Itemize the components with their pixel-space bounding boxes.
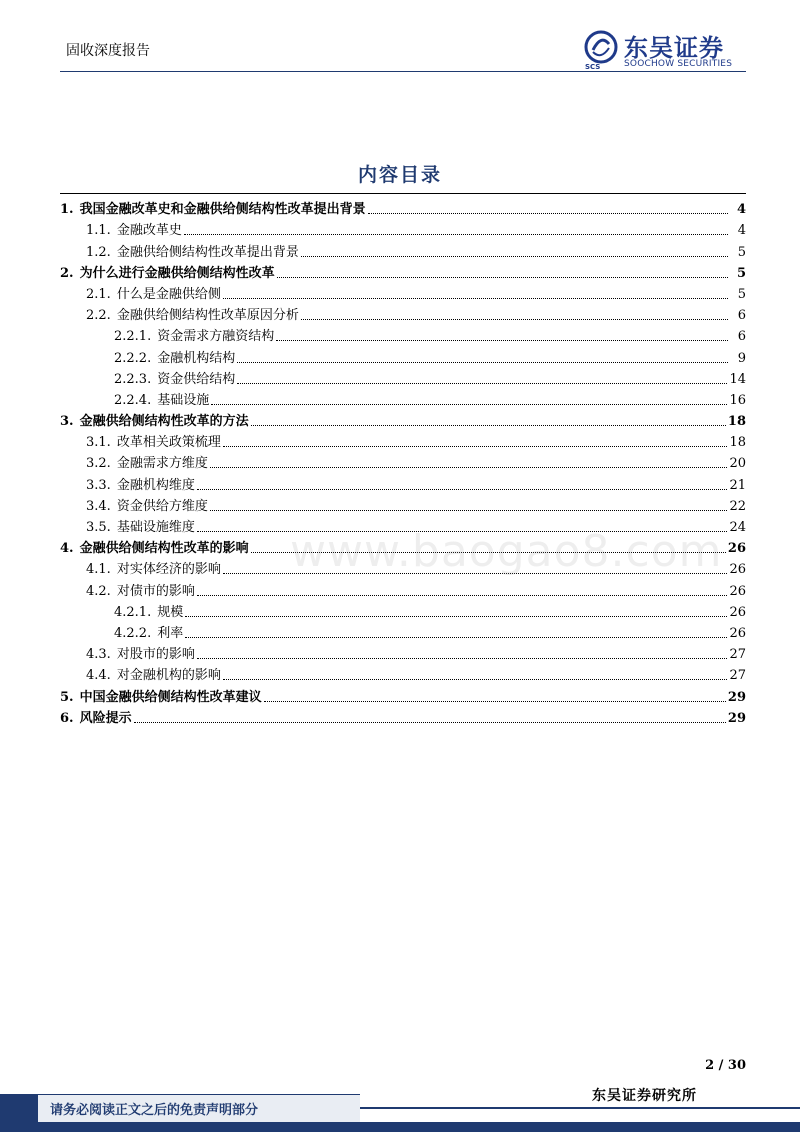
toc-entry-label: 资金供给方维度 bbox=[116, 498, 208, 514]
toc-entry[interactable] bbox=[60, 367, 746, 388]
toc-entry[interactable] bbox=[60, 472, 746, 493]
toc-entry-page: 18 bbox=[727, 414, 746, 430]
toc-entry-page: 27 bbox=[729, 668, 746, 684]
toc-entry[interactable] bbox=[60, 218, 746, 239]
toc-entry[interactable] bbox=[60, 409, 746, 430]
toc-leader-dots bbox=[276, 330, 728, 341]
toc-entry[interactable] bbox=[60, 684, 746, 705]
toc-leader-dots bbox=[185, 606, 727, 617]
toc-entry[interactable] bbox=[60, 621, 746, 642]
toc-entry-number: 2.1. bbox=[86, 286, 111, 302]
toc-entry-label: 为什么进行金融供给侧结构性改革 bbox=[79, 265, 275, 281]
toc-entry-label: 金融改革史 bbox=[116, 223, 182, 239]
toc-entry-page: 14 bbox=[729, 371, 746, 387]
toc-title: 内容目录 bbox=[357, 164, 442, 186]
toc-entry-label: 资金需求方融资结构 bbox=[157, 329, 275, 345]
toc-leader-dots bbox=[237, 373, 727, 384]
footer-disclaimer: 请务必阅读正文之后的免责声明部分 bbox=[50, 1103, 259, 1118]
toc-entry-page: 21 bbox=[729, 477, 746, 493]
table-of-contents bbox=[60, 197, 746, 727]
toc-entry-page: 9 bbox=[737, 350, 746, 366]
toc-entry-number: 1.2. bbox=[86, 244, 111, 260]
toc-entry-page: 22 bbox=[729, 498, 746, 514]
toc-entry-number: 4.2.1. bbox=[114, 604, 152, 620]
footer-line bbox=[360, 1107, 800, 1109]
toc-entry[interactable] bbox=[60, 663, 746, 684]
toc-entry-page: 5 bbox=[737, 286, 746, 302]
toc-leader-dots bbox=[223, 436, 728, 447]
toc-entry-number: 1. bbox=[60, 202, 74, 218]
toc-entry[interactable] bbox=[60, 197, 746, 218]
toc-entry-label: 基础设施维度 bbox=[116, 520, 195, 535]
footer-institute: 东吴证券研究所 bbox=[592, 1088, 697, 1104]
toc-entry[interactable] bbox=[60, 324, 746, 345]
toc-entry-number: 2.2.3. bbox=[114, 371, 152, 387]
toc-entry-number: 3.3. bbox=[86, 477, 111, 493]
watermark: www.baogao8.com bbox=[290, 526, 723, 577]
toc-entry-number: 4.2.2. bbox=[114, 625, 152, 641]
toc-entry-label: 金融机构结构 bbox=[157, 350, 236, 366]
toc-entry-page: 20 bbox=[729, 456, 746, 472]
toc-entry-page: 6 bbox=[737, 308, 746, 324]
toc-leader-dots bbox=[301, 246, 728, 257]
toc-entry-number: 4.3. bbox=[86, 647, 111, 663]
toc-entry[interactable] bbox=[60, 494, 746, 515]
toc-entry-label: 风险提示 bbox=[79, 710, 132, 726]
toc-leader-dots bbox=[301, 309, 728, 320]
toc-leader-dots bbox=[223, 669, 728, 680]
toc-leader-dots bbox=[197, 585, 728, 596]
toc-leader-dots bbox=[185, 627, 727, 638]
toc-entry[interactable] bbox=[60, 282, 746, 303]
toc-entry-label: 资金供给结构 bbox=[157, 371, 236, 387]
toc-entry-label: 金融供给侧结构性改革提出背景 bbox=[116, 244, 299, 260]
company-logo bbox=[584, 28, 754, 72]
header-divider bbox=[60, 71, 746, 72]
toc-entry[interactable] bbox=[60, 642, 746, 663]
toc-entry-label: 金融供给侧结构性改革原因分析 bbox=[116, 308, 299, 324]
toc-entry-number: 6. bbox=[60, 710, 74, 726]
toc-entry-page: 26 bbox=[729, 604, 746, 620]
toc-entry-label: 中国金融供给侧结构性改革建议 bbox=[79, 689, 262, 705]
toc-leader-dots bbox=[223, 288, 728, 299]
footer-bottom-bar bbox=[0, 1122, 800, 1132]
header-report-type: 固收深度报告 bbox=[66, 43, 150, 59]
toc-entry[interactable] bbox=[60, 600, 746, 621]
toc-entry-number: 2.2.2. bbox=[114, 350, 152, 366]
toc-leader-dots bbox=[251, 415, 726, 426]
toc-entry[interactable] bbox=[60, 303, 746, 324]
toc-entry-page: 26 bbox=[729, 562, 746, 578]
toc-entry[interactable] bbox=[60, 345, 746, 366]
toc-entry[interactable] bbox=[60, 388, 746, 409]
logo-abbr: SCS bbox=[585, 63, 601, 71]
toc-leader-dots bbox=[368, 203, 728, 214]
toc-entry-label: 什么是金融供给侧 bbox=[116, 286, 221, 302]
toc-entry-page: 16 bbox=[729, 392, 746, 408]
toc-entry-number: 4.4. bbox=[86, 668, 111, 684]
toc-entry-label: 金融供给侧结构性改革的方法 bbox=[79, 414, 249, 430]
toc-leader-dots bbox=[211, 394, 727, 405]
toc-entry-label: 改革相关政策梳理 bbox=[116, 435, 221, 451]
toc-entry-label: 对股市的影响 bbox=[116, 647, 195, 663]
toc-entry-page: 5 bbox=[736, 265, 746, 281]
page-indicator: 2 / 30 bbox=[705, 1058, 746, 1073]
toc-entry-label: 利率 bbox=[157, 625, 184, 641]
toc-entry-label: 基础设施 bbox=[157, 392, 210, 408]
toc-entry-label: 对金融机构的影响 bbox=[116, 668, 221, 684]
toc-entry-label: 金融供给侧结构性改革的影响 bbox=[79, 541, 249, 557]
toc-entry-page: 27 bbox=[729, 647, 746, 663]
toc-leader-dots bbox=[197, 648, 728, 659]
toc-entry-number: 2.2. bbox=[86, 308, 111, 324]
toc-entry-page: 26 bbox=[729, 583, 746, 599]
toc-entry[interactable] bbox=[60, 261, 746, 282]
toc-entry-page: 5 bbox=[737, 244, 746, 260]
toc-leader-dots bbox=[134, 712, 726, 723]
toc-entry-number: 5. bbox=[60, 689, 74, 705]
toc-leader-dots bbox=[210, 457, 728, 468]
toc-entry[interactable] bbox=[60, 451, 746, 472]
toc-entry-number: 2.2.4. bbox=[114, 392, 152, 408]
toc-entry-number: 2.2.1. bbox=[114, 329, 152, 345]
toc-entry[interactable] bbox=[60, 578, 746, 599]
toc-entry-page: 26 bbox=[729, 625, 746, 641]
toc-entry-label: 金融需求方维度 bbox=[116, 456, 208, 472]
toc-entry-page: 29 bbox=[727, 710, 746, 726]
logo-chinese-name: 东吴证券 bbox=[624, 34, 724, 62]
toc-leader-dots bbox=[184, 224, 728, 235]
logo-english-name: SOOCHOW SECURITIES bbox=[624, 59, 733, 69]
toc-entry-label: 金融机构维度 bbox=[116, 477, 195, 493]
toc-leader-dots bbox=[277, 267, 728, 278]
toc-entry-page: 29 bbox=[727, 689, 746, 705]
toc-entry-label: 规模 bbox=[157, 604, 184, 620]
toc-entry-label: 我国金融改革史和金融供给侧结构性改革提出背景 bbox=[79, 202, 366, 218]
toc-entry-number: 2. bbox=[60, 265, 74, 281]
toc-leader-dots bbox=[210, 500, 728, 511]
toc-entry-number: 4.1. bbox=[86, 562, 111, 578]
toc-entry-label: 对实体经济的影响 bbox=[116, 562, 221, 578]
toc-divider bbox=[60, 193, 746, 194]
toc-leader-dots bbox=[264, 691, 726, 702]
toc-leader-dots bbox=[197, 479, 728, 490]
toc-entry-page: 6 bbox=[737, 329, 746, 345]
toc-entry[interactable] bbox=[60, 430, 746, 451]
toc-entry-number: 3.4. bbox=[86, 498, 111, 514]
toc-entry-page: 4 bbox=[737, 223, 746, 239]
toc-entry[interactable] bbox=[60, 706, 746, 727]
toc-entry-number: 4. bbox=[60, 541, 74, 557]
toc-entry-number: 3.2. bbox=[86, 456, 111, 472]
toc-entry-number: 4.2. bbox=[86, 583, 111, 599]
toc-entry-page: 26 bbox=[727, 541, 746, 557]
toc-entry[interactable] bbox=[60, 239, 746, 260]
toc-entry-number: 3.1. bbox=[86, 435, 111, 451]
toc-entry-number: 3.5. bbox=[86, 520, 111, 535]
scs-logo-icon bbox=[584, 30, 618, 64]
toc-entry-page: 18 bbox=[729, 435, 746, 451]
toc-entry-page: 4 bbox=[736, 202, 746, 218]
toc-entry-number: 3. bbox=[60, 414, 74, 430]
toc-leader-dots bbox=[237, 352, 728, 363]
toc-entry-number: 1.1. bbox=[86, 223, 111, 239]
toc-entry-page: 24 bbox=[729, 520, 746, 535]
toc-entry-label: 对债市的影响 bbox=[116, 583, 195, 599]
